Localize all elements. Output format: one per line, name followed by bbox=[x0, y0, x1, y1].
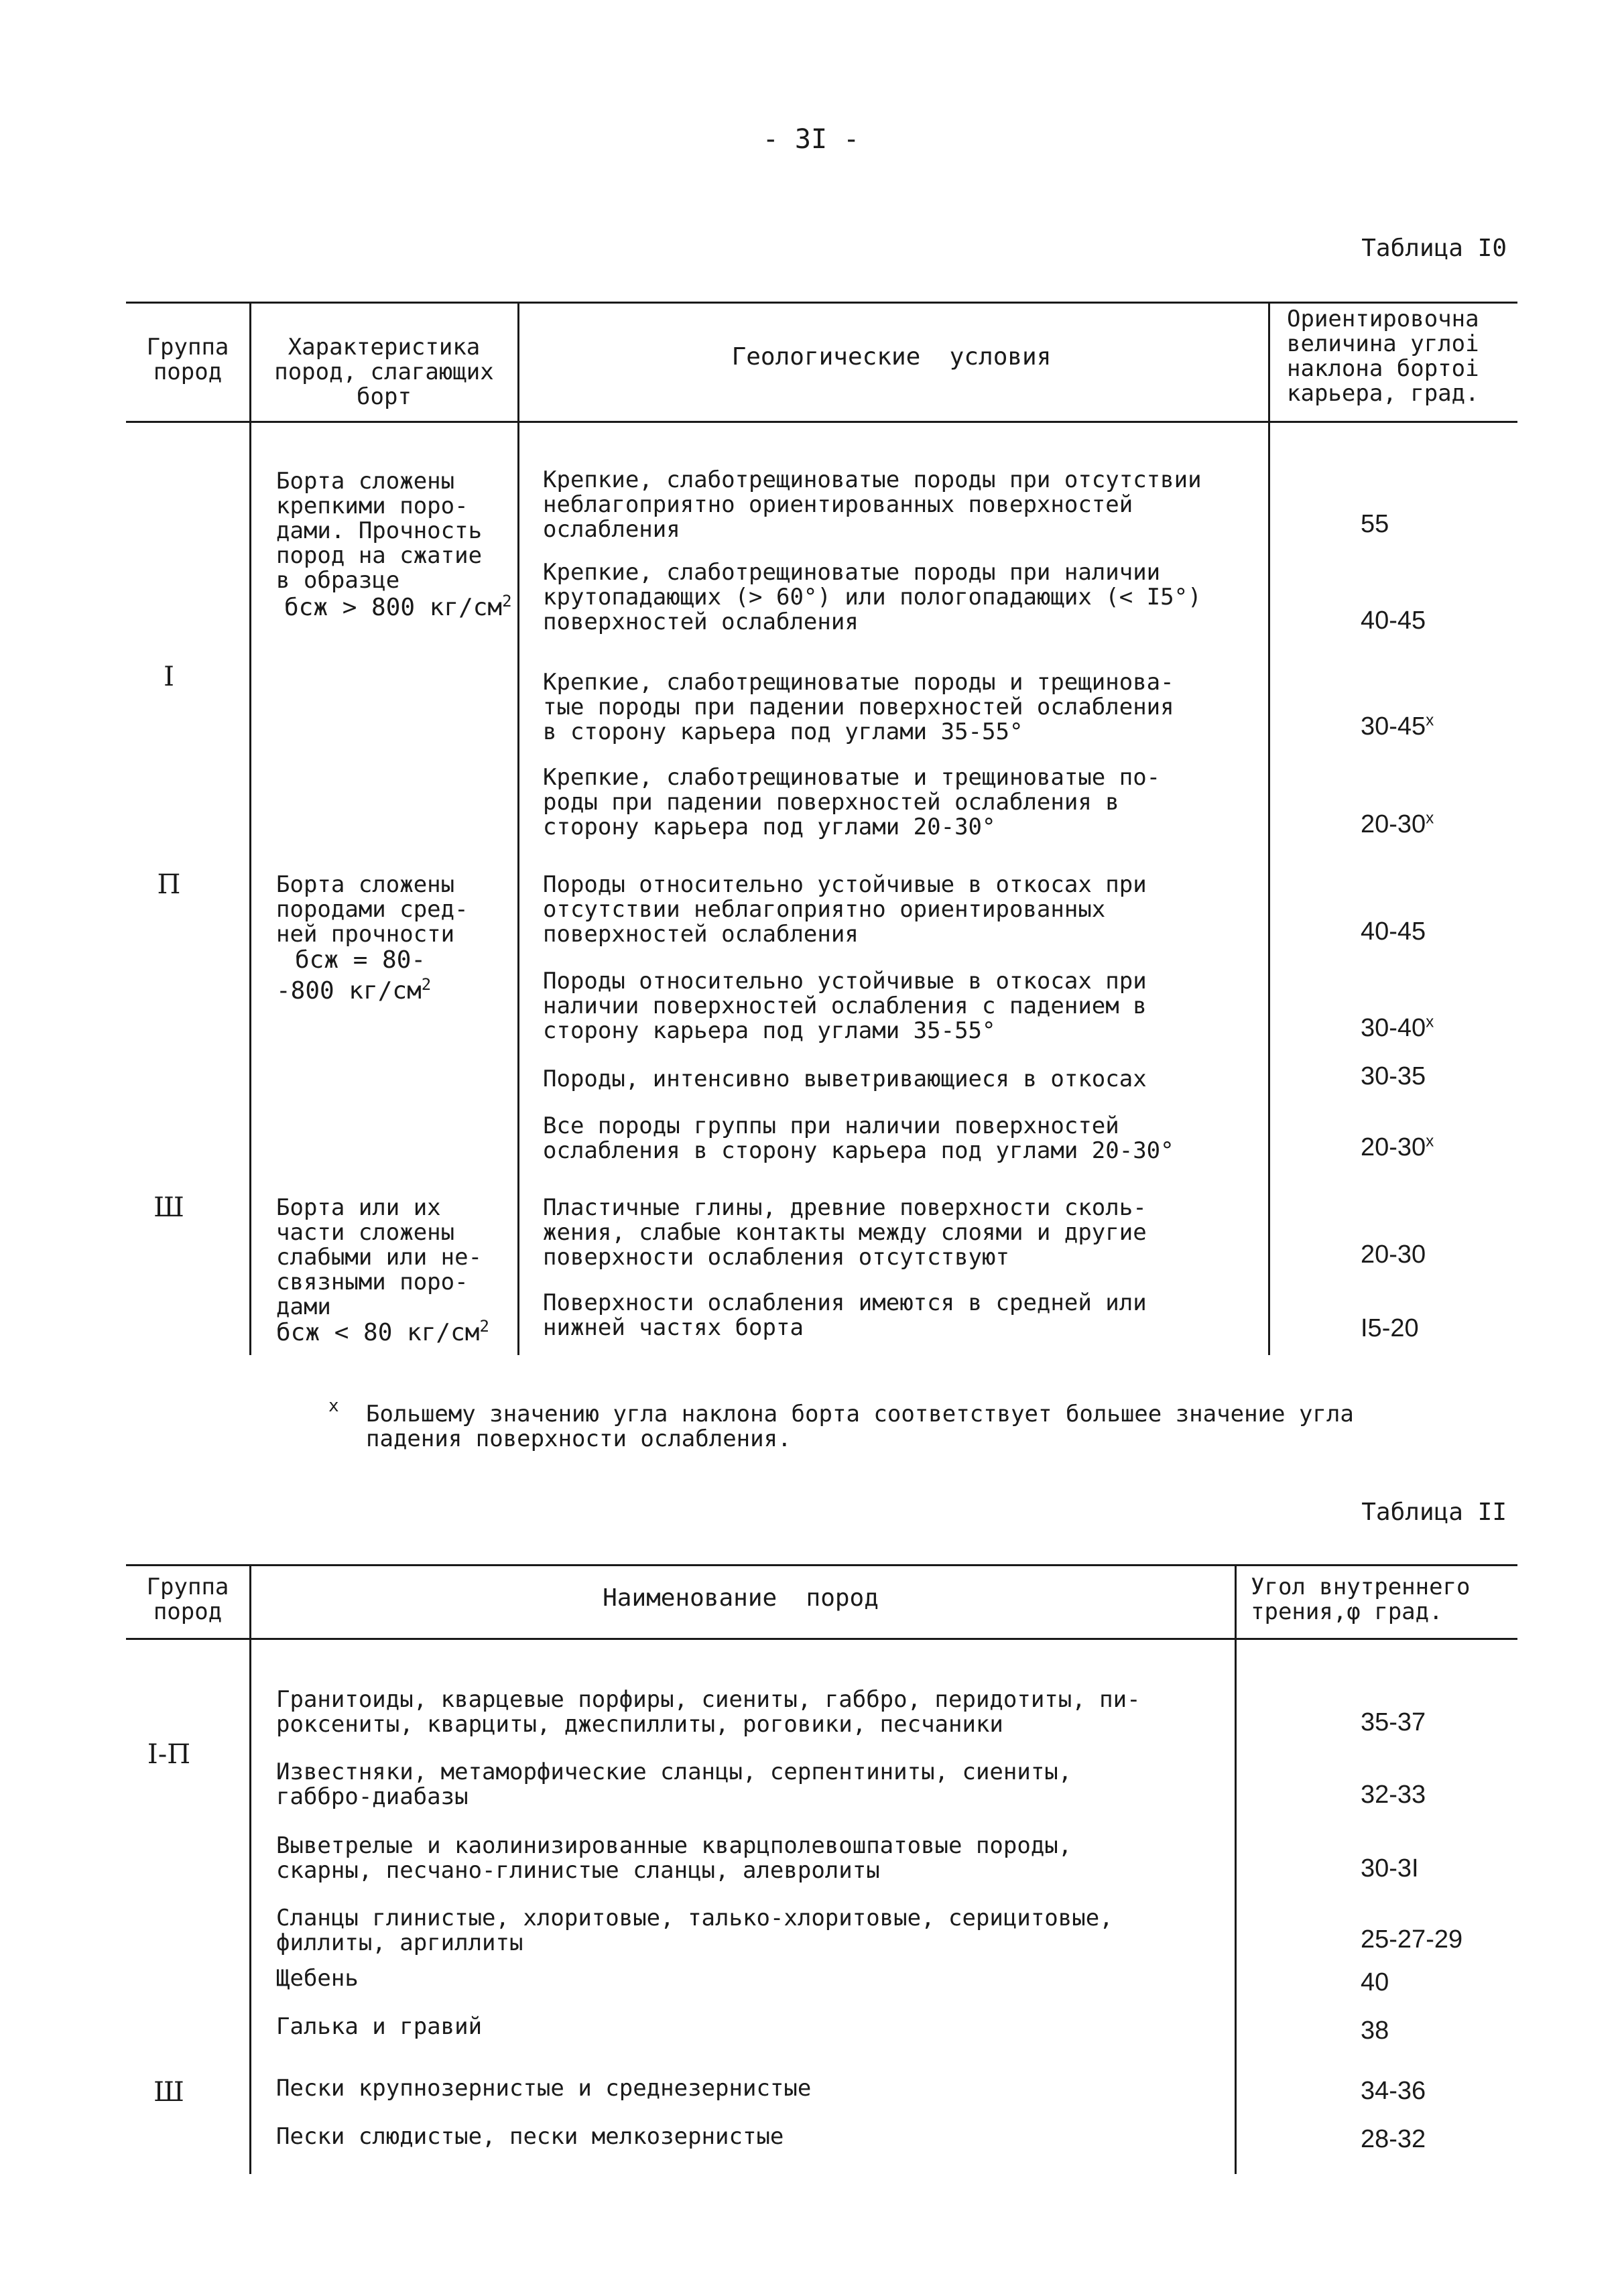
table10-header-rule bbox=[126, 421, 1517, 423]
table11-row-name: Известняки, метаморфические сланцы, серпентиниты, сиениты, габбро-диабазы bbox=[276, 1759, 1072, 1810]
table10-rock-formula-1: бсж > 800 $кг/см^2$ bbox=[284, 592, 512, 621]
table10-row-angle: 30-45$^x$ bbox=[1361, 711, 1434, 741]
table10-rock-formula-2b: -800 $кг/см^2$ bbox=[276, 975, 432, 1005]
table10-row-condition: Породы, интенсивно выветривающиеся в откосах bbox=[543, 1066, 1147, 1092]
table11-row-angle: 28-32 bbox=[1361, 2125, 1426, 2153]
page-number: - 3I - bbox=[762, 124, 860, 155]
table10-col-divider-2 bbox=[517, 302, 519, 1355]
table11-row-angle: 32-33 bbox=[1361, 1781, 1426, 1809]
table11-caption: Таблица II bbox=[1361, 1498, 1507, 1526]
table11-header-friction: Угол внутреннего трения,φ град. bbox=[1251, 1574, 1471, 1625]
table10-group-3: Ш bbox=[153, 1192, 184, 1223]
table11-header-group: Группа пород bbox=[146, 1574, 229, 1625]
table10-rock-desc-3: Борта или их части сложены слабыми или не- связными поро- дами bbox=[276, 1194, 483, 1320]
table10-row-angle: 30-35 bbox=[1361, 1062, 1426, 1090]
table11-row-angle: 30-3I bbox=[1361, 1854, 1419, 1883]
table10-header-angle: Ориентировочна величина углоі наклона бортоі карьера, град. bbox=[1287, 306, 1479, 407]
table11-row-name: Галька и гравий bbox=[276, 2013, 483, 2040]
table10-row-angle: 20-30$^x$ bbox=[1361, 1132, 1434, 1161]
table10-header-rock-char: Характеристика пород, слагающих борт bbox=[274, 334, 494, 410]
table10-row-condition: Крепкие, слаботрещиноватые породы при отсутствии неблагоприятно ориентированных поверхностей ослабления bbox=[543, 466, 1202, 543]
table11-row-name: Щебень bbox=[276, 1965, 359, 1992]
table10-top-rule bbox=[126, 302, 1517, 304]
table10-row-condition: Породы относительно устойчивые в откосах при отсутствии неблагоприятно ориентированных поверхностей ослабления bbox=[543, 871, 1147, 948]
table11-row-name: Пески слюдистые, пески мелкозернистые bbox=[276, 2123, 784, 2150]
table10-row-condition: Крепкие, слаботрещиноватые и трещиноватые по- роды при падении поверхностей ослабления в сторону карьера под углами 20-30° bbox=[543, 764, 1161, 840]
table11-row-name: Гранитоиды, кварцевые порфиры, сиениты, габбро, перидотиты, пи- роксениты, кварциты, джеспиллиты, роговики, песчаники bbox=[276, 1686, 1141, 1738]
table11-header-rule bbox=[126, 1638, 1517, 1640]
table10-row-angle: I5-20 bbox=[1361, 1314, 1419, 1342]
table10-row-angle: 30-40$^x$ bbox=[1361, 1013, 1434, 1042]
table11-row-angle: 38 bbox=[1361, 2017, 1389, 2045]
table11-row-name: Выветрелые и каолинизированные кварцполевошпатовые породы, скарны, песчано-глинистые сланцы, алевролиты bbox=[276, 1832, 1072, 1884]
footnote-marker: x bbox=[1426, 1132, 1434, 1151]
table11-row-angle: 35-37 bbox=[1361, 1708, 1426, 1736]
table10-row-condition: Крепкие, слаботрещиноватые породы и трещинова- тые породы при падении поверхностей ослабления в сторону карьера под углами 35-55° bbox=[543, 669, 1174, 745]
table11-header-rock-name: Наименование пород bbox=[603, 1584, 879, 1612]
table10-row-angle: 55 bbox=[1361, 510, 1389, 538]
table10-row-condition: Пластичные глины, древние поверхности сколь- жения, слабые контакты между слоями и другие поверхности ослабления отсутствуют bbox=[543, 1194, 1147, 1271]
table10-rock-formula-3: бсж < 80 $кг/см^2$ bbox=[276, 1317, 489, 1346]
table10-row-angle: 40-45 bbox=[1361, 917, 1426, 946]
table10-row-angle: 20-30 bbox=[1361, 1240, 1426, 1269]
table10-rock-formula-2a: бсж = 80- bbox=[295, 946, 426, 974]
table11-col-divider-2 bbox=[1235, 1564, 1237, 2174]
table11-row-name: Сланцы глинистые, хлоритовые, талько-хлоритовые, серицитовые, филлиты, аргиллиты bbox=[276, 1905, 1113, 1956]
table10-col-divider-3 bbox=[1268, 302, 1270, 1355]
table10-rock-desc-1: Борта сложены крепкими поро- дами. Прочность пород на сжатие в образце bbox=[276, 468, 483, 594]
footnote-mark: x bbox=[328, 1396, 339, 1416]
table11-row-angle: 25-27-29 bbox=[1361, 1925, 1463, 1954]
footnote-marker: x bbox=[1426, 809, 1434, 828]
table10-row-condition: Породы относительно устойчивые в откосах при наличии поверхностей ослабления с падением в сторону карьера под углами 35-55° bbox=[543, 968, 1147, 1044]
table11-row-angle: 34-36 bbox=[1361, 2077, 1426, 2105]
table11-row-name: Пески крупнозернистые и среднезернистые bbox=[276, 2075, 812, 2102]
table10-row-angle: 40-45 bbox=[1361, 607, 1426, 635]
table10-row-angle: 20-30$^x$ bbox=[1361, 809, 1434, 838]
table10-row-condition: Крепкие, слаботрещиноватые породы при наличии крутопадающих (> 60°) или пологопадающих (< I5°) поверхностей ослабления bbox=[543, 559, 1202, 635]
table11-col-divider-1 bbox=[249, 1564, 251, 2174]
table10-row-condition: Поверхности ослабления имеются в средней или нижней частях борта bbox=[543, 1289, 1147, 1341]
table11-group-1: I-П bbox=[147, 1739, 191, 1770]
table11-top-rule bbox=[126, 1564, 1517, 1566]
footnote-text: Большему значению угла наклона борта соответствует большее значение угла падения поверхности ослабления. bbox=[366, 1401, 1354, 1452]
table11-row-angle: 40 bbox=[1361, 1968, 1389, 1996]
table11-group-2: Ш bbox=[153, 2077, 184, 2108]
table10-header-geo-conditions: Геологические условия bbox=[731, 343, 1052, 371]
footnote-marker: x bbox=[1426, 1013, 1434, 1031]
table10-group-1: I bbox=[164, 661, 174, 692]
table10-col-divider-1 bbox=[249, 302, 251, 1355]
footnote-marker: x bbox=[1426, 711, 1434, 730]
table10-rock-desc-2: Борта сложены породами сред- ней прочности bbox=[276, 871, 469, 948]
table10-header-group: Группа пород bbox=[146, 334, 229, 385]
table10-caption: Таблица I0 bbox=[1361, 235, 1507, 262]
table10-group-2: П bbox=[157, 869, 181, 900]
table10-row-condition: Все породы группы при наличии поверхностей ослабления в сторону карьера под углами 20-30° bbox=[543, 1112, 1174, 1164]
footnote bbox=[328, 1396, 1475, 1452]
